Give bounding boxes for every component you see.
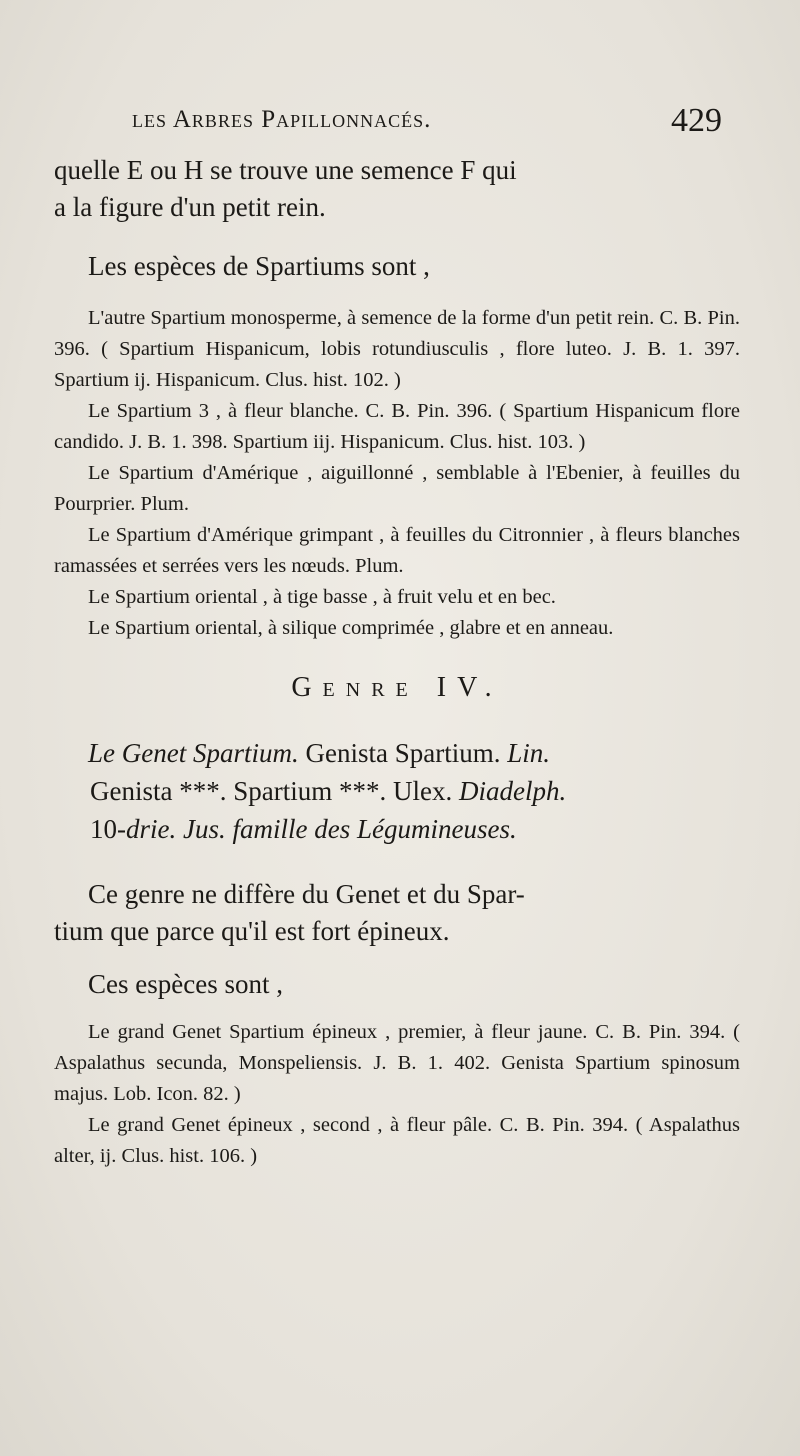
- species-heading: Les espèces de Spartiums sont ,: [88, 251, 430, 281]
- species-entry-6: Le Spartium oriental, à silique comprimée , glabre et en anneau.: [88, 617, 614, 639]
- genre-description-1: Ce genre ne diffère du Genet et du Spar-: [88, 879, 525, 909]
- genus-class: Diadelph.: [458, 776, 567, 806]
- genus-family: drie. Jus. famille des Légumineuses.: [126, 814, 517, 844]
- genus-author: Lin.: [507, 738, 550, 768]
- species-entry-1: L'autre Spartium monosperme, à semence de la forme d'un petit rein. C. B. Pin. 396. ( Spartium Hispanicum, lobis rotundiusculis , flore luteo. J. B. 1. 397. Spartium ij. Hispanicum. Clus. hist. 102. ): [54, 307, 740, 391]
- page-header: [132, 104, 722, 144]
- species-entry-3: Le Spartium d'Amérique , aiguillonné , semblable à l'Ebenier, à feuilles du Pourprier. Plum.: [54, 462, 740, 515]
- page-body: [54, 152, 740, 1172]
- running-title: les Arbres Papillonnacés.: [132, 106, 432, 133]
- genre-species-entry-1: Le grand Genet Spartium épineux , premier, à fleur jaune. C. B. Pin. 394. ( Aspalathus secunda, Monspeliensis. J. B. 1. 402. Genista Spartium spinosum majus. Lob. Icon. 82. ): [54, 1021, 740, 1105]
- genus-latin: Genista Spartium.: [298, 738, 508, 768]
- genre-description-2: tium que parce qu'il est fort épineux.: [54, 916, 450, 946]
- genus-line-1: [54, 734, 740, 772]
- genus-synonymy: [54, 734, 740, 848]
- genus-synonyms: Genista ***. Spartium ***. Ulex.: [90, 776, 459, 806]
- page-number: 429: [671, 102, 722, 139]
- species-entry-4: Le Spartium d'Amérique grimpant , à feuilles du Citronnier , à fleurs blanches ramassées et serrées vers les nœuds. Plum.: [54, 524, 740, 577]
- intro-line-2: a la figure d'un petit rein.: [54, 192, 326, 222]
- genus-name: Le Genet Spartium.: [88, 738, 299, 768]
- genus-line-2: [54, 772, 740, 810]
- genre-species-heading: Ces espèces sont ,: [88, 969, 283, 999]
- species-entry-5: Le Spartium oriental , à tige basse , à fruit velu et en bec.: [88, 586, 556, 608]
- genre-heading: Genre IV.: [291, 672, 503, 703]
- genre-species-entry-2: Le grand Genet épineux , second , à fleur pâle. C. B. Pin. 394. ( Aspalathus alter, ij. Clus. hist. 106. ): [54, 1114, 740, 1167]
- genus-line-3: [54, 810, 740, 848]
- intro-line-1: quelle E ou H se trouve une semence F qui: [54, 155, 517, 185]
- species-entry-2: Le Spartium 3 , à fleur blanche. C. B. Pin. 396. ( Spartium Hispanicum flore candido. J. B. 1. 398. Spartium iij. Hispanicum. Clus. hist. 103. ): [54, 400, 740, 453]
- genus-order-number: 10-: [90, 814, 126, 844]
